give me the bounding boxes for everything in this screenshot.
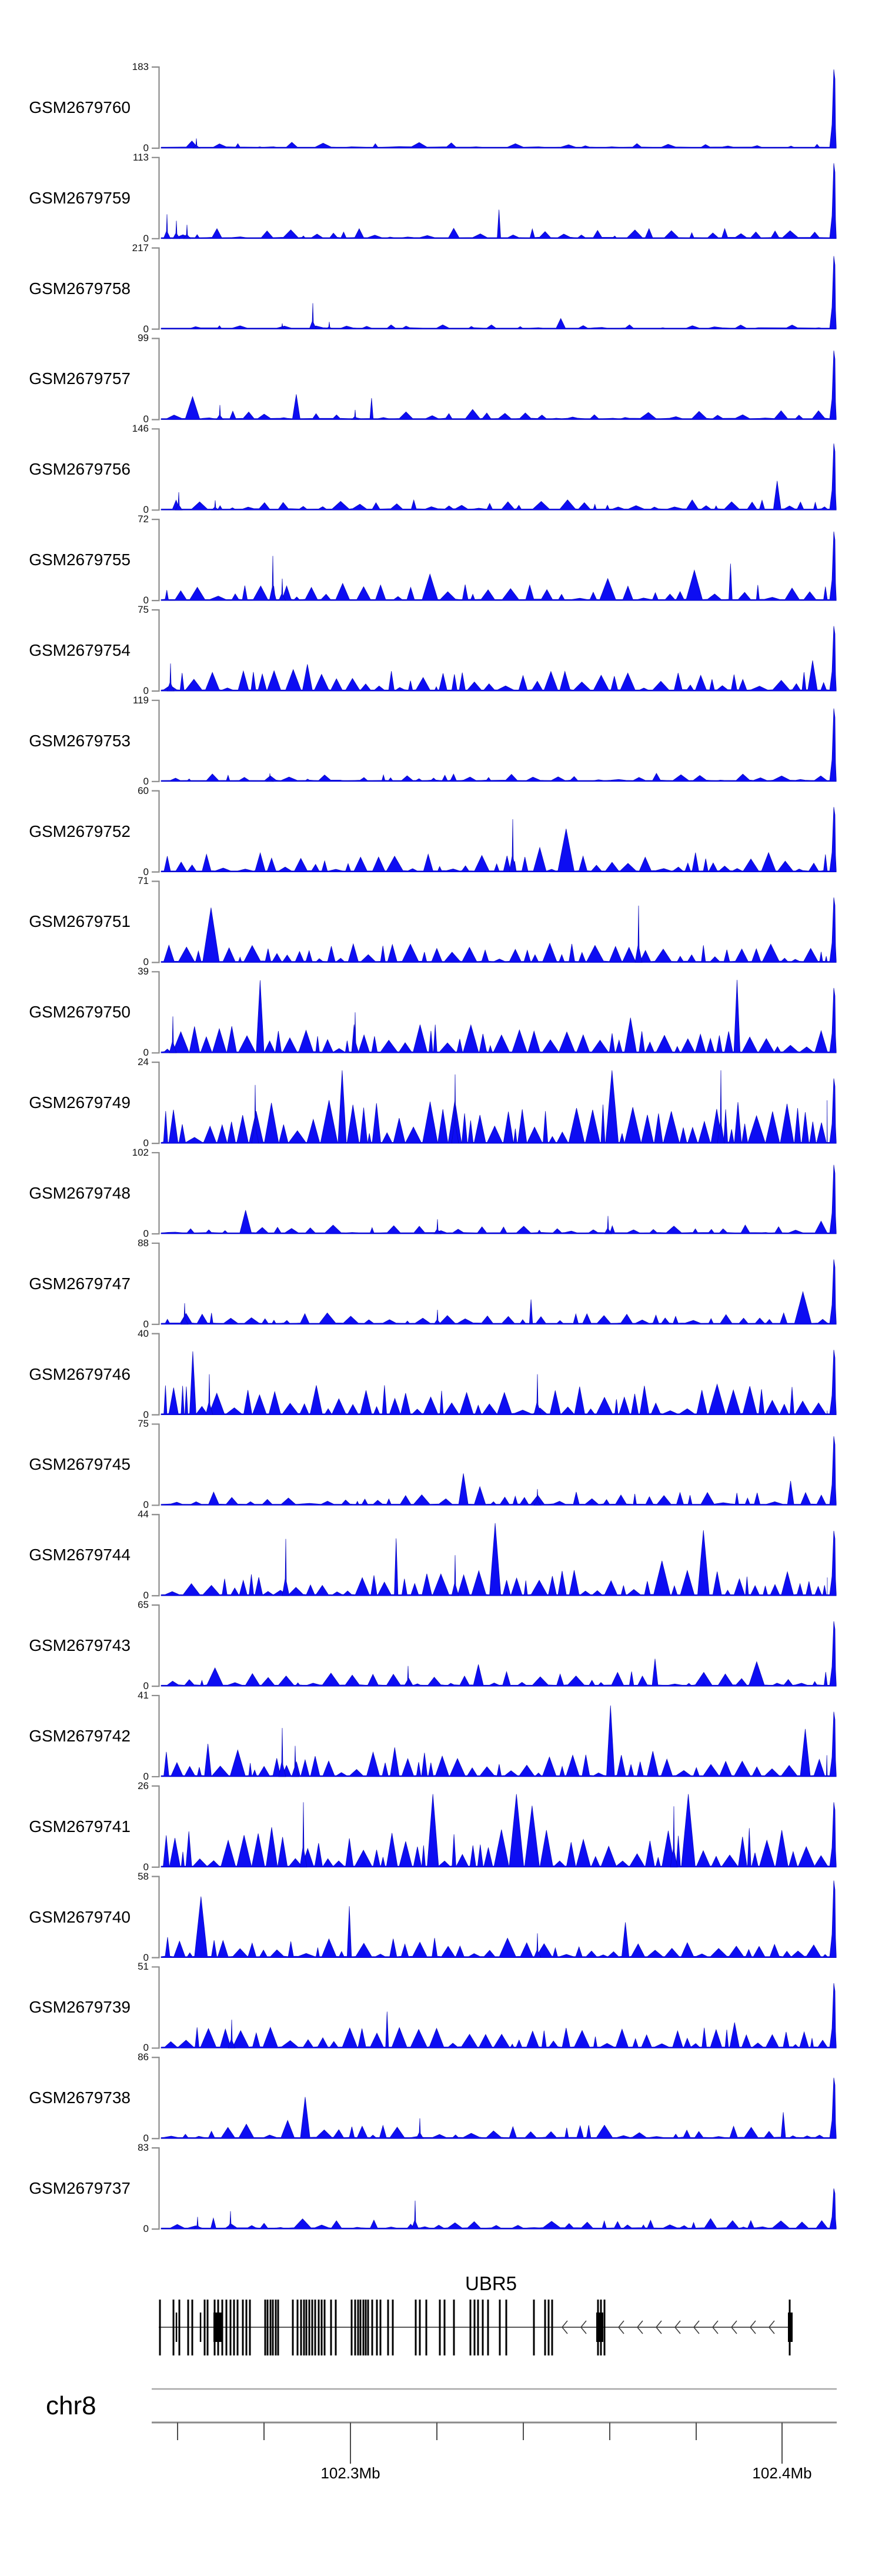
- zero-label: 0: [143, 1680, 149, 1692]
- sample-label: GSM2679750: [29, 1003, 131, 1022]
- track-axis-bracket: [152, 1877, 159, 1958]
- signal-track-GSM2679760: [152, 67, 836, 148]
- ymax-label: 99: [138, 332, 149, 344]
- ymax-label: 88: [138, 1237, 149, 1249]
- signal-track-GSM2679758: [152, 248, 836, 329]
- exon-bar: [237, 2300, 239, 2355]
- signal-track-GSM2679738: [152, 2057, 836, 2138]
- ymax-label: 60: [138, 785, 149, 796]
- sample-label: GSM2679760: [29, 98, 131, 116]
- ymax-label: 65: [138, 1599, 149, 1611]
- exon-bar: [552, 2300, 553, 2355]
- track-axis-bracket: [152, 2057, 159, 2138]
- signal-area: [161, 532, 836, 600]
- cds-block: [788, 2313, 793, 2342]
- sample-label: GSM2679738: [29, 2088, 131, 2107]
- sample-label: GSM2679740: [29, 1907, 131, 1926]
- sample-label: GSM2679757: [29, 369, 131, 388]
- sample-label: GSM2679748: [29, 1183, 131, 1202]
- zero-label: 0: [143, 1227, 149, 1239]
- signal-area: [161, 443, 836, 510]
- signal-track-GSM2679759: [152, 158, 836, 239]
- sample-label: GSM2679754: [29, 640, 131, 659]
- track-axis-bracket: [152, 791, 159, 872]
- signal-area: [161, 2078, 836, 2139]
- track-axis-bracket: [152, 1967, 159, 2048]
- zero-label: 0: [143, 1318, 149, 1330]
- exon-bar: [360, 2300, 362, 2355]
- zero-label: 0: [143, 1951, 149, 1963]
- exon-bar: [365, 2300, 367, 2355]
- signal-area: [161, 1165, 836, 1234]
- signal-peak: [412, 2201, 419, 2229]
- exon-bar: [230, 2300, 232, 2355]
- track-axis-bracket: [152, 1786, 159, 1867]
- axis-tick-label: 102.3Mb: [320, 2464, 380, 2482]
- exon-bar: [487, 2300, 489, 2355]
- signal-peak: [216, 405, 223, 420]
- track-axis-bracket: [152, 1514, 159, 1596]
- exon-bar: [306, 2300, 308, 2355]
- exon-bar: [292, 2300, 294, 2355]
- ymax-label: 26: [138, 1780, 149, 1791]
- signal-area: [161, 1706, 836, 1777]
- signal-peak: [452, 1555, 459, 1596]
- track-axis-bracket: [152, 1605, 159, 1686]
- signal-peak: [269, 556, 276, 600]
- exon-bar: [474, 2300, 476, 2355]
- sample-label: GSM2679759: [29, 188, 131, 207]
- ymax-label: 75: [138, 1418, 149, 1430]
- ymax-label: 83: [138, 2142, 149, 2154]
- ymax-label: 119: [132, 694, 149, 706]
- exon-bar: [315, 2300, 316, 2355]
- signal-area: [161, 1794, 836, 1867]
- track-axis-bracket: [152, 338, 159, 419]
- signal-track-GSM2679741: [152, 1786, 836, 1867]
- exon-bar: [415, 2300, 417, 2355]
- exon-bar: [207, 2300, 209, 2355]
- chromosome-label: chr8: [46, 2391, 96, 2420]
- signal-track-GSM2679748: [152, 1153, 836, 1234]
- ymax-label: 51: [138, 1961, 149, 1973]
- exon-bar: [392, 2300, 394, 2355]
- ymax-label: 24: [138, 1056, 149, 1068]
- exon-bar: [482, 2300, 484, 2355]
- zero-label: 0: [143, 1861, 149, 1873]
- zero-label: 0: [143, 142, 149, 154]
- track-axis-bracket: [152, 1243, 159, 1324]
- exon-bar: [173, 2300, 175, 2355]
- sample-label: GSM2679756: [29, 460, 131, 479]
- signal-area: [161, 709, 836, 782]
- track-axis-bracket: [152, 610, 159, 691]
- sample-label: GSM2679739: [29, 1998, 131, 2017]
- zero-label: 0: [143, 1499, 149, 1511]
- ymax-label: 40: [138, 1327, 149, 1339]
- exon-bar: [533, 2300, 535, 2355]
- sample-label: GSM2679741: [29, 1817, 131, 1836]
- track-axis-bracket: [152, 2148, 159, 2229]
- signal-area: [161, 1523, 836, 1596]
- exon-bar: [544, 2300, 546, 2355]
- exon-bar: [159, 2300, 161, 2355]
- exon-bar: [363, 2300, 365, 2355]
- exon-bar: [226, 2300, 228, 2355]
- signal-track-GSM2679739: [152, 1967, 836, 2048]
- exon-bar: [272, 2300, 274, 2355]
- exon-bar: [604, 2300, 606, 2355]
- signal-peak: [309, 303, 316, 329]
- exon-bar: [444, 2300, 446, 2355]
- exon-bar: [233, 2300, 235, 2355]
- exon-bar: [470, 2300, 472, 2355]
- signal-peak: [635, 906, 642, 963]
- signal-track-GSM2679756: [152, 429, 836, 510]
- ymax-label: 75: [138, 603, 149, 615]
- exon-bar: [249, 2300, 251, 2355]
- sample-label: GSM2679745: [29, 1455, 131, 1474]
- exon-bar: [278, 2300, 279, 2355]
- zero-label: 0: [143, 1047, 149, 1059]
- ymax-label: 58: [138, 1870, 149, 1882]
- zero-label: 0: [143, 1409, 149, 1420]
- track-axis-bracket: [152, 158, 159, 239]
- signal-track-GSM2679749: [152, 1062, 836, 1143]
- sample-label: GSM2679746: [29, 1364, 131, 1383]
- zero-label: 0: [143, 413, 149, 425]
- zero-label: 0: [143, 1137, 149, 1149]
- zero-label: 0: [143, 504, 149, 516]
- exon-bar: [267, 2300, 269, 2355]
- axis-tick-label: 102.4Mb: [752, 2464, 812, 2482]
- exon-bar: [372, 2300, 373, 2355]
- ymax-label: 71: [138, 875, 149, 887]
- sample-label: GSM2679747: [29, 1274, 131, 1293]
- exon-bar: [477, 2300, 479, 2355]
- ymax-label: 146: [132, 423, 149, 435]
- ymax-label: 217: [132, 242, 149, 253]
- signal-area: [161, 626, 836, 691]
- ymax-label: 113: [132, 151, 149, 163]
- signal-peak: [434, 1310, 441, 1324]
- signal-track-GSM2679745: [152, 1424, 836, 1505]
- ymax-label: 41: [138, 1689, 149, 1701]
- signal-area: [161, 1621, 836, 1686]
- signal-area: [161, 1350, 836, 1414]
- signal-peak: [416, 2118, 423, 2139]
- exon-bar: [387, 2300, 389, 2355]
- exon-short-bar: [176, 2313, 178, 2342]
- sample-label: GSM2679743: [29, 1636, 131, 1655]
- zero-label: 0: [143, 595, 149, 606]
- signal-track-GSM2679750: [152, 972, 836, 1053]
- signal-area: [161, 69, 836, 148]
- exon-bar: [321, 2300, 323, 2355]
- exon-bar: [188, 2300, 189, 2355]
- exon-bar: [335, 2300, 337, 2355]
- exon-bar: [242, 2300, 244, 2355]
- signal-area: [161, 897, 836, 962]
- gene-title: UBR5: [465, 2273, 517, 2294]
- signal-track-GSM2679740: [152, 1877, 836, 1958]
- track-axis-bracket: [152, 1062, 159, 1143]
- track-axis-bracket: [152, 429, 159, 510]
- exon-bar: [275, 2300, 277, 2355]
- signal-area: [161, 1983, 836, 2048]
- signal-track-GSM2679743: [152, 1605, 836, 1686]
- exon-bar: [453, 2300, 455, 2355]
- exon-bar: [499, 2300, 501, 2355]
- signal-track-GSM2679757: [152, 338, 836, 419]
- signal-area: [161, 1436, 836, 1505]
- exon-bar: [300, 2300, 302, 2355]
- track-axis-bracket: [152, 248, 159, 329]
- ymax-label: 102: [132, 1146, 149, 1158]
- track-axis-bracket: [152, 67, 159, 148]
- signal-peak: [173, 221, 180, 238]
- zero-label: 0: [143, 685, 149, 696]
- signal-area: [161, 1881, 836, 1958]
- exon-bar: [380, 2300, 382, 2355]
- exon-bar: [312, 2300, 313, 2355]
- exon-bar: [351, 2300, 353, 2355]
- sample-label: GSM2679752: [29, 822, 131, 840]
- track-axis-bracket: [152, 972, 159, 1053]
- zero-label: 0: [143, 2133, 149, 2144]
- exon-bar: [548, 2300, 550, 2355]
- exon-bar: [355, 2300, 356, 2355]
- exon-bar: [297, 2300, 299, 2355]
- track-axis-bracket: [152, 1696, 159, 1777]
- track-axis-bracket: [152, 1153, 159, 1234]
- zero-label: 0: [143, 866, 149, 877]
- exon-bar: [324, 2300, 326, 2355]
- sample-label: GSM2679753: [29, 731, 131, 750]
- sample-label: GSM2679744: [29, 1546, 131, 1564]
- zero-label: 0: [143, 956, 149, 968]
- exon-bar: [376, 2300, 378, 2355]
- signal-peak: [163, 214, 171, 238]
- signal-track-GSM2679744: [152, 1514, 836, 1596]
- exon-bar: [439, 2300, 441, 2355]
- signal-track-GSM2679755: [152, 519, 836, 600]
- signal-track-GSM2679754: [152, 610, 836, 691]
- signal-track-GSM2679747: [152, 1243, 836, 1324]
- zero-label: 0: [143, 2223, 149, 2235]
- zero-label: 0: [143, 1590, 149, 1601]
- signal-track-GSM2679737: [152, 2148, 836, 2229]
- exon-bar: [204, 2300, 206, 2355]
- track-axis-bracket: [152, 519, 159, 600]
- sample-label: GSM2679755: [29, 550, 131, 569]
- zero-label: 0: [143, 2042, 149, 2054]
- signal-area: [161, 1259, 836, 1324]
- signal-track-GSM2679742: [152, 1696, 836, 1777]
- ymax-label: 86: [138, 2051, 149, 2063]
- zero-label: 0: [143, 1770, 149, 1782]
- signal-area: [161, 2188, 836, 2229]
- exon-bar: [265, 2300, 266, 2355]
- sample-label: GSM2679742: [29, 1726, 131, 1745]
- cds-block: [213, 2313, 222, 2342]
- cds-block: [596, 2313, 603, 2342]
- zero-label: 0: [143, 775, 149, 787]
- signal-track-GSM2679746: [152, 1334, 836, 1415]
- exon-bar: [330, 2300, 332, 2355]
- signal-track-GSM2679752: [152, 791, 836, 872]
- signal-peak: [282, 1539, 289, 1596]
- exon-bar: [506, 2300, 507, 2355]
- signal-area: [161, 1070, 836, 1143]
- exon-bar: [270, 2300, 272, 2355]
- signal-area: [161, 163, 836, 239]
- exon-bar: [318, 2300, 320, 2355]
- signal-area: [161, 351, 836, 419]
- signal-peak: [212, 500, 219, 510]
- ymax-label: 72: [138, 513, 149, 525]
- track-axis-bracket: [152, 1424, 159, 1505]
- exon-short-bar: [200, 2313, 202, 2342]
- sample-label: GSM2679737: [29, 2179, 131, 2198]
- sample-label: GSM2679751: [29, 912, 131, 931]
- track-axis-bracket: [152, 1334, 159, 1415]
- exon-bar: [358, 2300, 359, 2355]
- exon-bar: [426, 2300, 427, 2355]
- signal-area: [161, 980, 836, 1053]
- track-axis-bracket: [152, 700, 159, 782]
- exon-bar: [179, 2300, 181, 2355]
- ymax-label: 183: [132, 61, 149, 72]
- exon-bar: [419, 2300, 421, 2355]
- exon-bar: [192, 2300, 193, 2355]
- zero-label: 0: [143, 323, 149, 335]
- gene-track: [159, 2300, 793, 2355]
- ymax-label: 44: [138, 1509, 149, 1520]
- signal-area: [161, 256, 836, 329]
- sample-label: GSM2679758: [29, 279, 131, 298]
- signal-area: [161, 807, 836, 872]
- exon-bar: [303, 2300, 305, 2355]
- exon-bar: [368, 2300, 369, 2355]
- exon-bar: [246, 2300, 248, 2355]
- signal-track-GSM2679751: [152, 881, 836, 962]
- zero-label: 0: [143, 232, 149, 244]
- signal-track-GSM2679753: [152, 700, 836, 782]
- ymax-label: 39: [138, 966, 149, 977]
- exon-bar: [309, 2300, 310, 2355]
- sample-label: GSM2679749: [29, 1093, 131, 1112]
- track-axis-bracket: [152, 881, 159, 962]
